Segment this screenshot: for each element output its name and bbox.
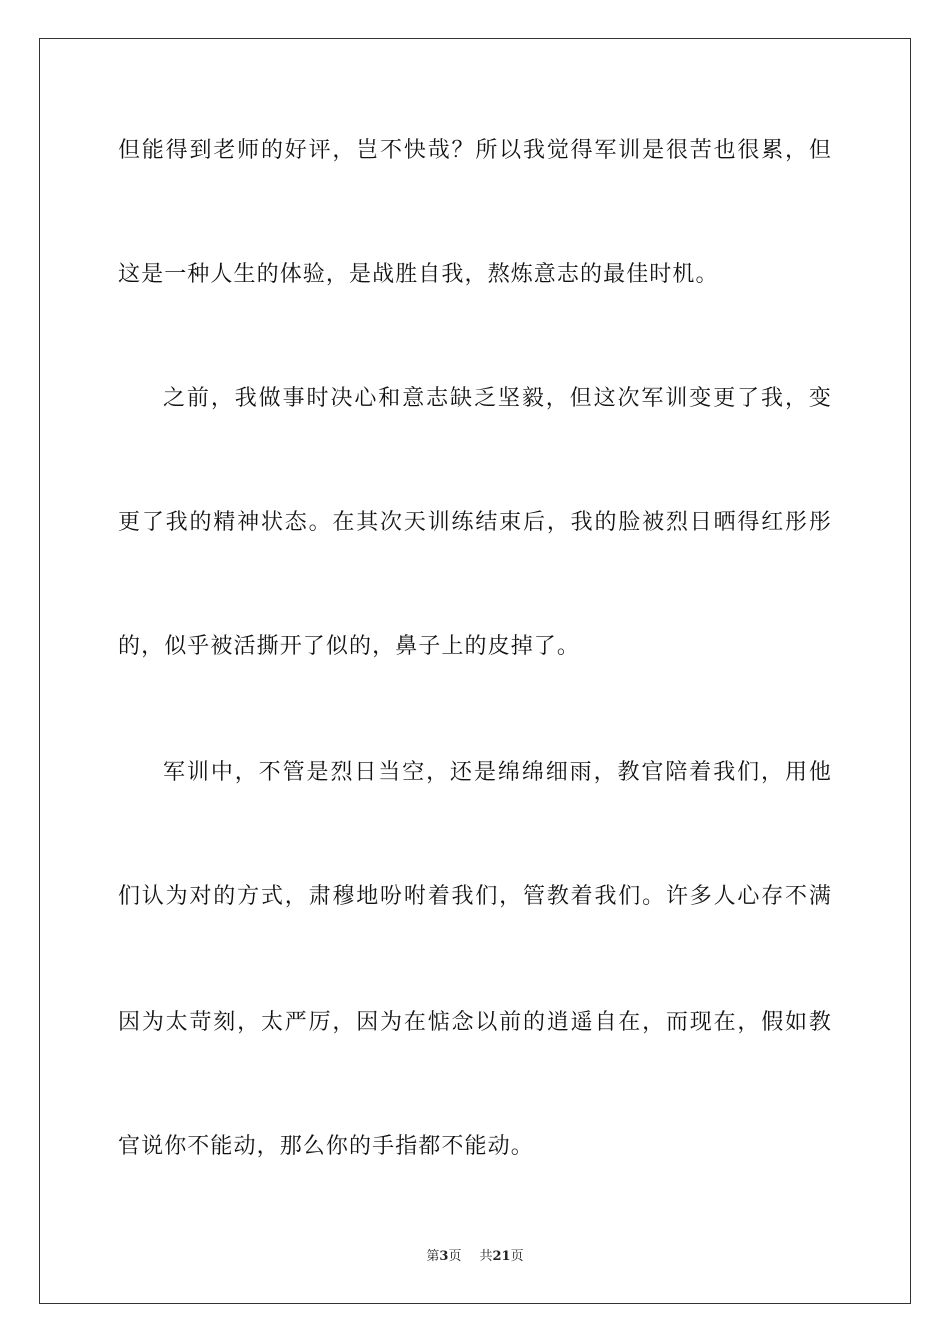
page-label-suffix: 页 — [448, 1249, 462, 1264]
paragraph-3-line-4: 官说你不能动，那么你的手指都不能动。 — [118, 1134, 534, 1159]
paragraph-3-line-3: 因为太苛刻，太严厉，因为在惦念以前的逍遥自在，而现在，假如教 — [118, 1010, 832, 1035]
total-pages: 21 — [492, 1249, 511, 1264]
paragraph-3-line-1: 军训中，不管是烈日当空，还是绵绵细雨，教官陪着我们，用他 — [163, 760, 832, 785]
page-frame — [39, 38, 911, 1304]
page-footer — [0, 1248, 950, 1266]
paragraph-3-line-2: 们认为对的方式，肃穆地吩咐着我们，管教着我们。许多人心存不满 — [118, 884, 832, 909]
paragraph-2-line-2: 更了我的精神状态。在其次天训练结束后，我的脸被烈日晒得红彤彤 — [118, 510, 832, 535]
page-number: 3 — [439, 1249, 449, 1264]
paragraph-1-line-1: 但能得到老师的好评，岂不快哉？所以我觉得军训是很苦也很累，但 — [118, 138, 832, 163]
page-label-prefix: 第 — [426, 1249, 440, 1264]
paragraph-2-line-3: 的，似乎被活撕开了似的，鼻子上的皮掉了。 — [118, 634, 581, 659]
total-label-prefix: 共 — [479, 1249, 493, 1264]
total-label-suffix: 页 — [510, 1249, 524, 1264]
paragraph-1-line-2: 这是一种人生的体验，是战胜自我，熬炼意志的最佳时机。 — [118, 262, 719, 287]
paragraph-2-line-1: 之前，我做事时决心和意志缺乏坚毅，但这次军训变更了我，变 — [163, 386, 832, 411]
